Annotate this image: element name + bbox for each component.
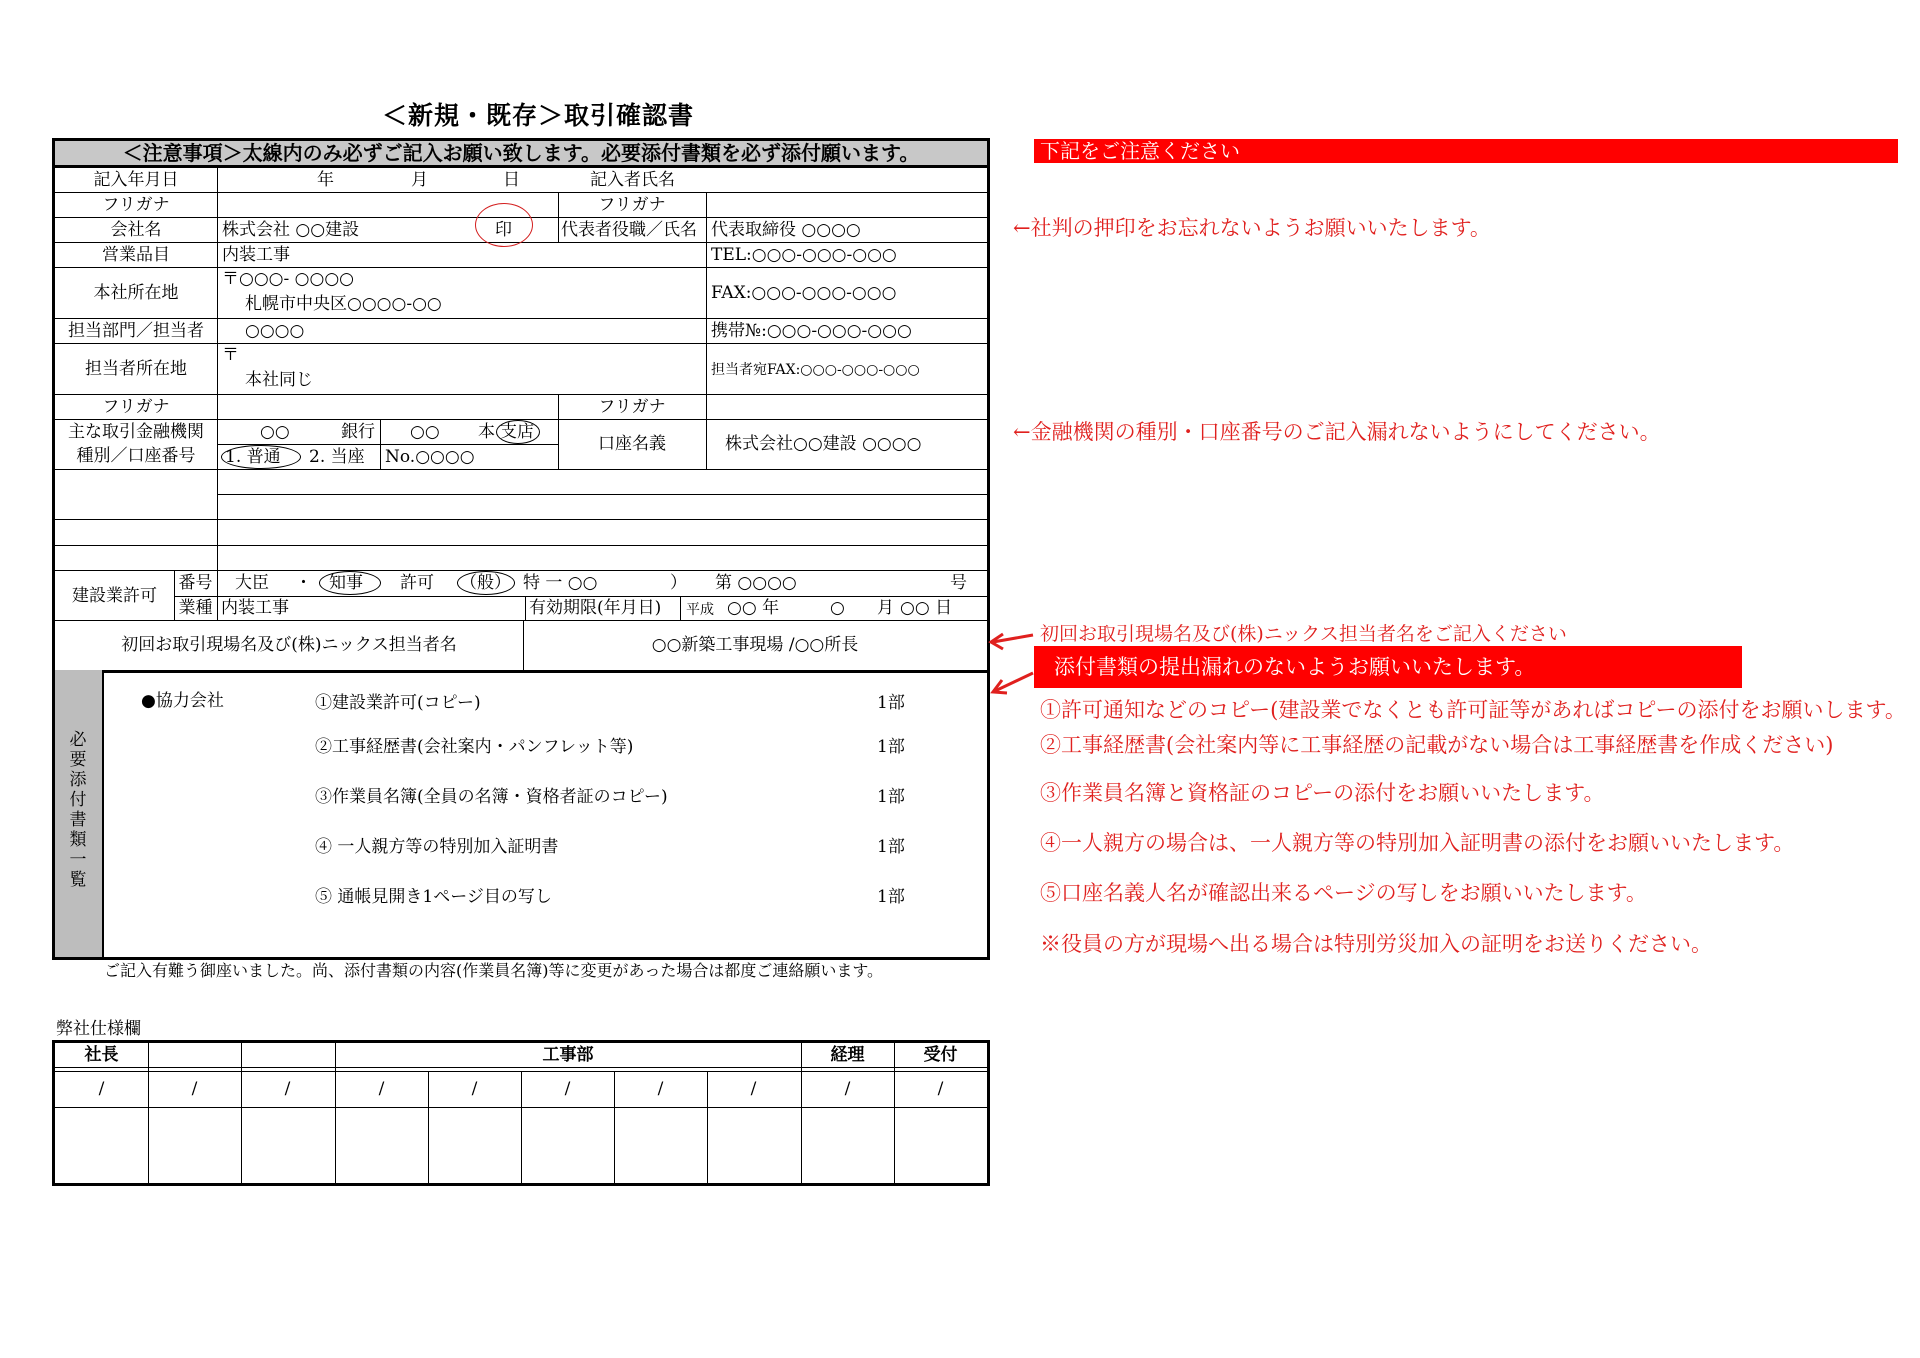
attach-bar: 添付書類の提出漏れのないようお願いいたします。 (1034, 646, 1742, 688)
attachment-item-2: ②工事経歴書(会社案内・パンフレット等) (315, 737, 634, 757)
document-title: ＜新規・既存＞取引確認書 (382, 101, 695, 130)
stamp-slash[interactable]: / (657, 1079, 664, 1099)
dept-value[interactable]: ○○○○ (245, 321, 305, 341)
fax-value[interactable]: FAX:○○○-○○○-○○○ (711, 283, 897, 303)
stamp-head-construction: 工事部 (542, 1045, 594, 1065)
stamp-slash[interactable]: / (191, 1079, 198, 1099)
rep-label: 代表者役職／氏名 (561, 220, 697, 240)
stamp-table-title: 弊社仕様欄 (56, 1019, 141, 1039)
notes-header: 下記をご注意ください (1034, 139, 1898, 163)
date-label: 記入年月日 (93, 170, 179, 190)
stamp-slash[interactable]: / (750, 1079, 757, 1099)
stamp-slash[interactable]: / (284, 1079, 291, 1099)
furigana-label-bank: フリガナ (102, 397, 170, 417)
bank-label-2: 種別／口座番号 (76, 446, 196, 466)
attachments-side-bar (55, 670, 102, 957)
rep-value[interactable]: 代表取締役 ○○○○ (711, 220, 861, 240)
hq-address[interactable]: 札幌市中央区○○○○-○○ (245, 294, 442, 314)
attachment-qty-1: 1部 (877, 693, 905, 713)
tel-value[interactable]: TEL:○○○-○○○-○○○ (711, 245, 897, 265)
validity-day[interactable]: ○○ 日 (900, 598, 953, 618)
attachments-side-label: 必要添付書類一覧 (69, 730, 87, 890)
attachment-item-1: ①建設業許可(コピー) (315, 693, 481, 713)
stamp-slash[interactable]: / (98, 1079, 105, 1099)
furigana-label: フリガナ (102, 195, 170, 215)
stamp-head-president: 社長 (84, 1045, 119, 1065)
attachment-item-4: ④ 一人親方等の特別加入証明書 (315, 837, 559, 857)
trade-value[interactable]: 内装工事 (221, 598, 289, 618)
license-general[interactable]: （般） (460, 573, 511, 593)
staff-fax[interactable]: 担当者宛FAX:○○○-○○○-○○○ (711, 362, 920, 378)
license-governor[interactable]: 知事 (329, 573, 363, 593)
hq-label: 本社所在地 (93, 283, 179, 303)
holder-label: 口座名義 (598, 434, 666, 454)
note-item-5: ⑤口座名義人名が確認出来るページの写しをお願いいたします。 (1040, 881, 1647, 905)
hq-zip[interactable]: 〒○○○- ○○○○ (222, 269, 354, 289)
license-paren: ） (670, 573, 687, 593)
notice-bar: ＜注意事項＞太線内のみ必ずご記入お願い致します。必要添付書類を必ず添付願います。 (55, 141, 987, 167)
attachment-qty-5: 1部 (877, 887, 905, 907)
license-dot: ・ (295, 573, 312, 593)
dept-label: 担当部門／担当者 (68, 321, 204, 341)
stamp-head-reception: 受付 (923, 1045, 958, 1065)
attachment-item-5: ⑤ 通帳見開き1ページ目の写し (315, 887, 552, 907)
staff-addr-label: 担当者所在地 (85, 359, 187, 379)
arrow-icon (985, 625, 1035, 695)
note-item-4: ④一人親方の場合は、一人親方等の特別加入証明書の添付をお願いいたします。 (1040, 831, 1795, 855)
attachment-qty-4: 1部 (877, 837, 905, 857)
bank-name[interactable]: ○○ (260, 422, 290, 442)
bank-label-1: 主な取引金融機関 (68, 422, 204, 442)
license-permit: 許可 (400, 573, 434, 593)
validity-month: 月 (877, 598, 894, 618)
site-note: 初回お取引現場名及び(株)ニックス担当者名をご記入ください (1040, 623, 1567, 645)
holder-value[interactable]: 株式会社○○建設 ○○○○ (725, 434, 922, 454)
attachment-item-3: ③作業員名簿(全員の名簿・資格者証のコピー) (315, 787, 668, 807)
furigana-label-holder: フリガナ (598, 397, 666, 417)
license-special[interactable]: 特 一 ○○ (523, 573, 598, 593)
account-type-2[interactable]: 2. 当座 (309, 447, 365, 467)
furigana-label-rep: フリガナ (598, 195, 666, 215)
stamp-slash[interactable]: / (564, 1079, 571, 1099)
validity-circle[interactable]: ○ (830, 598, 845, 618)
account-type-1[interactable]: 1. 普通 (225, 447, 281, 467)
validity-label: 有効期限(年月日) (529, 598, 662, 618)
note-item-3: ③作業員名簿と資格証のコピーの添付をお願いいたします。 (1040, 781, 1605, 805)
first-site-label: 初回お取引現場名及び(株)ニックス担当者名 (121, 635, 457, 655)
license-minister[interactable]: 大臣 (235, 573, 269, 593)
stamp-slash[interactable]: / (471, 1079, 478, 1099)
products-value[interactable]: 内装工事 (222, 245, 290, 265)
note-item-6: ※役員の方が現場へ出る場合は特別労災加入の証明をお送りください。 (1040, 932, 1712, 956)
stamp-mark: 印 (495, 220, 512, 240)
staff-address[interactable]: 本社同じ (245, 370, 313, 390)
license-label: 建設業許可 (72, 586, 157, 606)
year-label: 年 (317, 170, 334, 190)
validity-heisei: 平成 (686, 602, 714, 618)
company-value[interactable]: 株式会社 ○○建設 (222, 220, 360, 240)
stamp-table (52, 1040, 990, 1186)
license-number-label: 番号 (178, 573, 213, 593)
products-label: 営業品目 (102, 245, 170, 265)
stamp-slash[interactable]: / (937, 1079, 944, 1099)
license-go: 号 (950, 573, 967, 593)
attachment-qty-2: 1部 (877, 737, 905, 757)
attachments-header: ●協力会社 (141, 691, 224, 711)
bank-note: ←金融機関の種別・口座番号のご記入漏れないようにしてください。 (1013, 420, 1661, 444)
day-label: 日 (503, 170, 520, 190)
staff-zip[interactable]: 〒 (222, 345, 239, 365)
attachment-qty-3: 1部 (877, 787, 905, 807)
stamp-slash[interactable]: / (844, 1079, 851, 1099)
stamp-slash[interactable]: / (378, 1079, 385, 1099)
branch-name[interactable]: ○○ (410, 422, 440, 442)
branch-opt-branch[interactable]: 支店 (500, 422, 534, 442)
writer-label: 記入者氏名 (590, 170, 675, 190)
bottom-note: ご記入有難う御座いました。尚、添付書類の内容(作業員名簿)等に変更があった場合は都度ご連絡願います。 (104, 961, 884, 980)
trade-label: 業種 (178, 598, 213, 618)
company-label: 会社名 (110, 220, 162, 240)
branch-opt-main[interactable]: 本 (478, 422, 495, 442)
account-number[interactable]: No.○○○○ (385, 447, 475, 467)
note-item-2: ②工事経歴書(会社案内等に工事経歴の記載がない場合は工事経歴書を作成ください) (1040, 733, 1834, 757)
stamp-head-accounting: 経理 (830, 1045, 865, 1065)
main-form (52, 138, 990, 960)
note-item-1: ①許可通知などのコピー(建設業でなくとも許可証等があればコピーの添付をお願いします。 (1040, 698, 1906, 722)
first-site-value[interactable]: ○○新築工事現場 /○○所長 (651, 635, 859, 655)
stamp-note: ←社判の押印をお忘れないようお願いいたします。 (1013, 216, 1491, 240)
bank-suffix: 銀行 (341, 422, 375, 442)
mobile-value[interactable]: 携帯№:○○○-○○○-○○○ (711, 321, 912, 341)
validity-year[interactable]: ○○ 年 (727, 598, 780, 618)
month-label: 月 (411, 170, 428, 190)
license-dai[interactable]: 第 ○○○○ (715, 573, 797, 593)
